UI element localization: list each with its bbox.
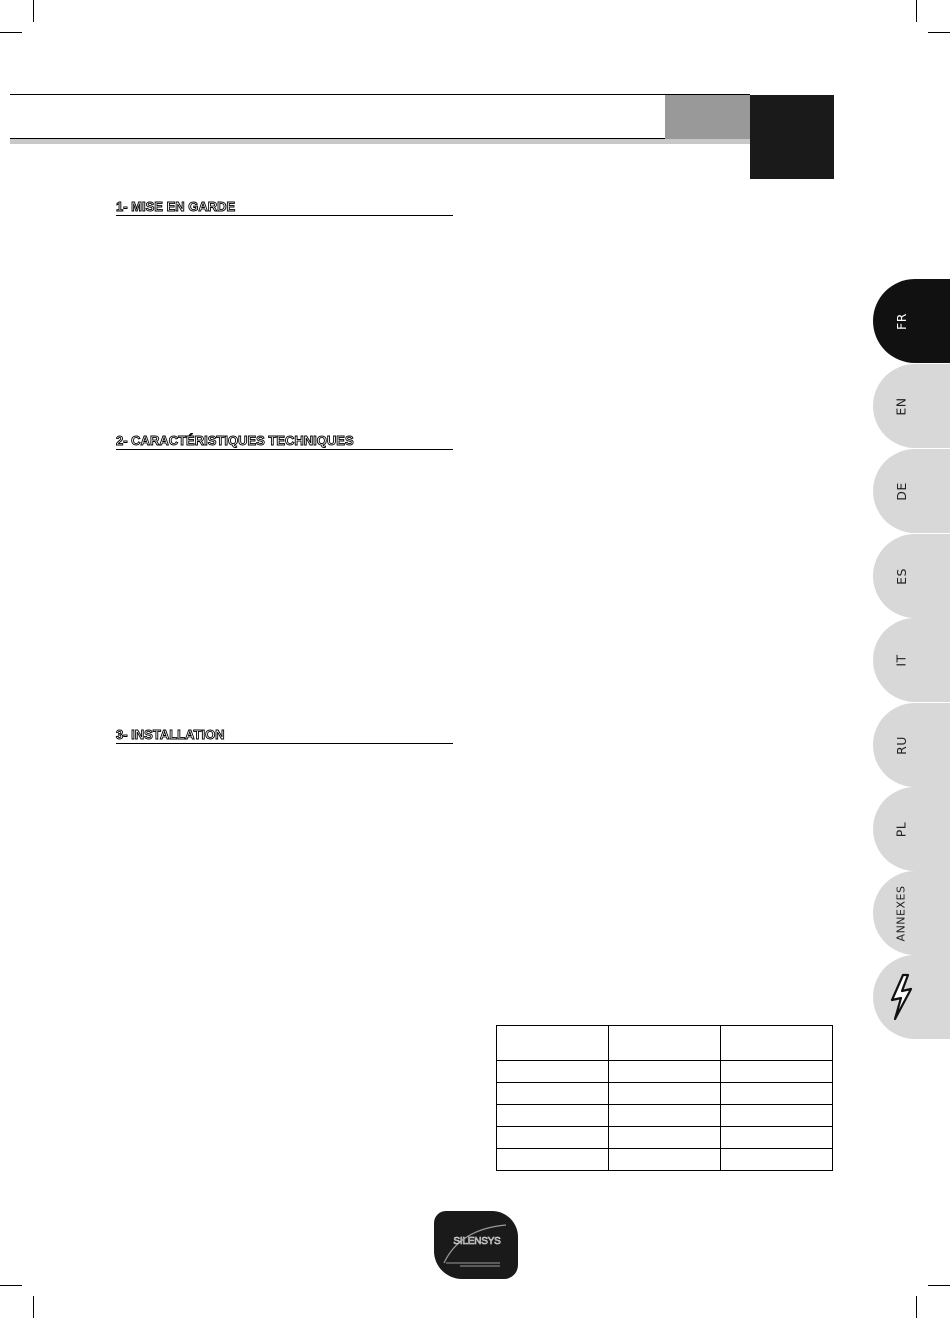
header-grey-block — [665, 95, 750, 139]
table-row — [497, 1149, 833, 1171]
table-cell — [721, 1026, 833, 1061]
tab-label: ANNEXES — [894, 885, 908, 941]
table-cell — [721, 1149, 833, 1171]
crop-mark — [916, 0, 917, 22]
tab-en[interactable] — [873, 364, 950, 448]
section-title-installation: 3- INSTALLATION — [116, 727, 453, 744]
table-cell — [721, 1105, 833, 1127]
header-top-rule — [10, 94, 750, 95]
table-row — [497, 1127, 833, 1149]
crop-mark — [0, 1285, 22, 1286]
table-row — [497, 1105, 833, 1127]
tab-label: PL — [893, 821, 909, 837]
table-cell — [497, 1026, 609, 1061]
tab-es[interactable] — [873, 534, 950, 618]
tab-de[interactable] — [873, 449, 950, 533]
tab-fr[interactable] — [873, 279, 950, 363]
table-cell — [497, 1083, 609, 1105]
table-cell — [609, 1026, 721, 1061]
crop-mark — [33, 1296, 34, 1318]
table-cell — [721, 1083, 833, 1105]
brand-logo — [434, 1211, 518, 1279]
table-cell — [721, 1127, 833, 1149]
crop-mark — [916, 1296, 917, 1318]
crop-mark — [0, 32, 22, 33]
table-cell — [497, 1149, 609, 1171]
table-cell — [609, 1061, 721, 1083]
tab-label: EN — [893, 396, 909, 416]
header-black-block — [750, 95, 834, 179]
tab-label: FR — [893, 312, 909, 330]
tab-label: IT — [893, 653, 909, 667]
table-cell — [497, 1061, 609, 1083]
crop-mark — [33, 0, 34, 22]
spec-table — [496, 1025, 833, 1171]
table-row — [497, 1083, 833, 1105]
tab-it[interactable] — [873, 618, 950, 702]
table-cell — [609, 1083, 721, 1105]
table-cell — [497, 1127, 609, 1149]
table-row — [497, 1061, 833, 1083]
tab-electrical[interactable] — [873, 955, 950, 1039]
lightning-bolt-icon — [884, 973, 918, 1021]
logo-text: SILENSYS — [453, 1236, 501, 1247]
crop-mark — [928, 32, 950, 33]
section-title-warning: 1- MISE EN GARDE — [116, 199, 453, 216]
crop-mark — [928, 1285, 950, 1286]
tab-label: ES — [893, 567, 909, 585]
table-cell — [609, 1127, 721, 1149]
table-cell — [609, 1149, 721, 1171]
section-title-specs: 2- CARACTÉRISTIQUES TECHNIQUES — [116, 433, 453, 450]
header-bottom-band — [10, 138, 750, 144]
table-header-row — [497, 1026, 833, 1061]
tab-label: RU — [893, 735, 909, 755]
table-cell — [609, 1105, 721, 1127]
tab-label: DE — [893, 481, 909, 501]
table-cell — [497, 1105, 609, 1127]
tab-ru[interactable] — [873, 703, 950, 787]
table-cell — [721, 1061, 833, 1083]
tab-pl[interactable] — [873, 787, 950, 871]
tab-annexes[interactable] — [873, 871, 950, 955]
